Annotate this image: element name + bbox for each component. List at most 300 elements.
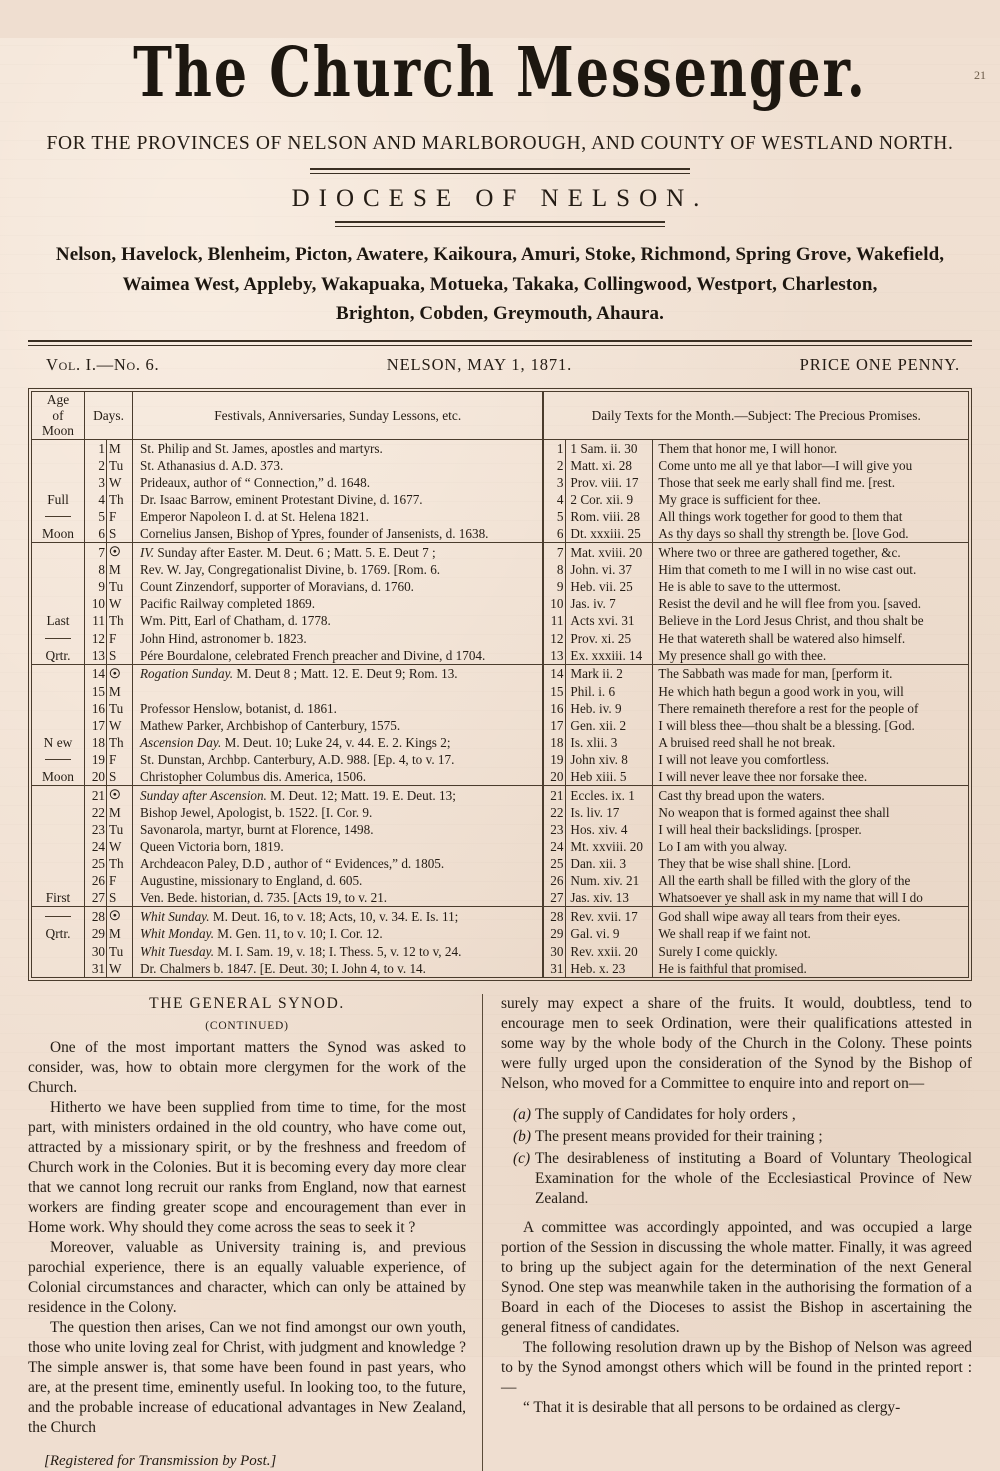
- calendar-row: [32, 683, 968, 700]
- cell-scripture-reference: Mark ii. 2: [566, 664, 653, 682]
- cell-text-day-number: 11: [543, 612, 566, 629]
- masthead-title: The Church Messenger.: [133, 32, 867, 113]
- cell-day-of-week: Th: [107, 855, 133, 872]
- cell-text-day-number: 2: [543, 457, 566, 474]
- header-moon-line-3: Moon: [42, 423, 74, 439]
- cell-scripture-reference: Acts xvi. 31: [566, 612, 653, 629]
- cell-text-day-number: 15: [543, 683, 566, 700]
- cell-day-number: 19: [85, 751, 107, 768]
- article-paragraph: The question then arises, Can we not find amongst our own youth, those who unite loving zeal for Christ, with judgment and knowledge ? The simple answer is, that some have been found in past years, who are, at the present time, eminently useful. In looking too, to the future, and the probable increase of educational advantages in New Zealand, the Church: [28, 1318, 466, 1436]
- cell-day-number: 29: [85, 925, 107, 942]
- parish-list-line-3: Brighton, Cobden, Greymouth, Ahaura.: [336, 303, 664, 325]
- cell-text-day-number: 31: [543, 960, 566, 977]
- cell-day-number: 26: [85, 872, 107, 889]
- cell-festival: St. Dunstan, Archbp. Canterbury, A.D. 988. [Ep. 4, to v. 17.: [133, 751, 544, 768]
- sunday-symbol-icon: ☉: [109, 787, 121, 803]
- cell-festival: Augustine, missionary to England, d. 605.: [133, 872, 544, 889]
- sunday-symbol-icon: ☉: [109, 544, 121, 560]
- article-paragraph: One of the most important matters the Synod was asked to consider, was, how to obtain more clergymen for the work of the Church.: [28, 1038, 466, 1096]
- cell-scripture-text: No weapon that is formed against thee shall: [658, 805, 890, 821]
- cell-day-number: 22: [85, 804, 107, 821]
- cell-festival: Christopher Columbus dis. America, 1506.: [133, 768, 544, 786]
- calendar-row: [32, 474, 968, 491]
- cell-text-day-number: 19: [543, 751, 566, 768]
- cell-day-of-week: F: [107, 751, 133, 768]
- cell-scripture-text: He which hath begun a good work in you, will: [658, 683, 904, 699]
- calendar-row: [32, 525, 968, 543]
- calendar-row: [32, 457, 968, 474]
- cell-moon-phase: N ew: [32, 734, 85, 751]
- cell-scripture-reference: Matt. xi. 28: [566, 457, 653, 474]
- committee-list-item: [501, 1127, 972, 1147]
- cell-day-number: 31: [85, 960, 107, 977]
- calendar-row: [32, 508, 968, 525]
- cell-day-number: 21: [85, 786, 107, 804]
- cell-day-of-week: M: [107, 683, 133, 700]
- article-right-intro: surely may expect a share of the fruits. It would, doubtless, tend to encourage men to seek Ordination, were their qualifications attested in some way by the whole body of the Church in the Colony. These points were fully urged upon the consideration of the Synod by the Bishop of Nelson, who moved for a Committee to enquire into and report on—: [501, 994, 972, 1092]
- cell-day-number: 11: [85, 612, 107, 629]
- cell-scripture-text: Cast thy bread upon the waters.: [658, 787, 825, 803]
- cell-text-day-number: 6: [543, 525, 566, 543]
- cell-day-number: 20: [85, 768, 107, 786]
- cell-moon-phase: [32, 543, 85, 561]
- cell-moon-phase: [32, 664, 85, 682]
- list-item-text: The present means provided for their training ;: [535, 1127, 823, 1145]
- cell-scripture-text: They that be wise shall shine. [Lord.: [658, 856, 852, 872]
- cell-scripture-text: God shall wipe away all tears from their eyes.: [658, 908, 901, 924]
- article-left-paragraphs: [28, 1038, 466, 1438]
- cell-day-of-week: S: [107, 647, 133, 665]
- calendar-row: [32, 612, 968, 629]
- cell-festival: Sunday after Ascension. M. Deut. 12; Matt. 19. E. Deut. 13;: [133, 786, 544, 804]
- diocese-divider: [335, 221, 665, 227]
- cell-day-of-week: W: [107, 838, 133, 855]
- cell-moon-phase: [32, 474, 85, 491]
- cell-festival: Cornelius Jansen, Bishop of Ypres, founder of Jansenists, d. 1638.: [133, 525, 544, 543]
- cell-scripture-text: Come unto me all ye that labor—I will give you: [658, 457, 913, 473]
- calendar-row: [32, 734, 968, 751]
- cell-day-number: 18: [85, 734, 107, 751]
- cell-day-of-week: W: [107, 595, 133, 612]
- cell-festival: Pacific Railway completed 1869.: [133, 595, 544, 612]
- cell-moon-phase: [32, 872, 85, 889]
- cell-day-number: 24: [85, 838, 107, 855]
- article-continued-note: [28, 1016, 466, 1034]
- cell-scripture-text: Believe in the Lord Jesus Christ, and thou shalt be: [658, 613, 924, 629]
- article-area: [28, 994, 972, 1471]
- cell-moon-phase: Qrtr.: [32, 647, 85, 665]
- festival-name: Rogation Sunday.: [140, 666, 234, 682]
- cell-day-of-week: [107, 786, 133, 804]
- cell-day-of-week: F: [107, 872, 133, 889]
- article-committee-list: [501, 1105, 972, 1209]
- cell-day-number: 3: [85, 474, 107, 491]
- festival-name: Whit Sunday.: [140, 908, 210, 924]
- cell-day-number: 7: [85, 543, 107, 561]
- cell-day-of-week: W: [107, 960, 133, 977]
- cell-day-of-week: W: [107, 474, 133, 491]
- cell-festival: St. Philip and St. James, apostles and martyrs.: [133, 439, 544, 457]
- calendar-row: [32, 838, 968, 855]
- cell-festival: Ascension Day. M. Deut. 10; Luke 24, v. 44. E. 2. Kings 2;: [133, 734, 544, 751]
- cell-scripture-text: Surely I come quickly.: [658, 943, 778, 959]
- cell-day-of-week: Tu: [107, 700, 133, 717]
- calendar-row: [32, 855, 968, 872]
- cell-scripture-reference: Rom. viii. 28: [566, 508, 653, 525]
- cell-scripture-reference: Heb xiii. 5: [566, 768, 653, 786]
- cell-festival: Pére Bourdalone, celebrated French preacher and Divine, d 1704.: [133, 647, 544, 665]
- cell-day-number: 2: [85, 457, 107, 474]
- cell-moon-phase: [32, 630, 85, 647]
- article-column-right: [483, 994, 972, 1471]
- cell-day-of-week: Tu: [107, 943, 133, 960]
- cell-moon-phase: [32, 960, 85, 977]
- cell-scripture-reference: 2 Cor. xii. 9: [566, 491, 653, 508]
- cell-scripture-reference: Dan. xii. 3: [566, 855, 653, 872]
- cell-scripture-text: My grace is sufficient for thee.: [658, 491, 821, 507]
- cell-text-day-number: 12: [543, 630, 566, 647]
- moon-phase-rule: [45, 916, 71, 917]
- header-festivals: Festivals, Anniversaries, Sunday Lessons, etc.: [133, 392, 544, 439]
- header-days: Days.: [85, 392, 133, 439]
- calendar-row: [32, 700, 968, 717]
- cell-festival: John Hind, astronomer b. 1823.: [133, 630, 544, 647]
- committee-list-item: [501, 1149, 972, 1209]
- cell-text-day-number: 14: [543, 664, 566, 682]
- calendar-row: [32, 647, 968, 665]
- cell-text-day-number: 5: [543, 508, 566, 525]
- cell-festival: Rev. W. Jay, Congregationalist Divine, b. 1769. [Rom. 6.: [133, 561, 544, 578]
- cell-day-number: 10: [85, 595, 107, 612]
- cell-scripture-reference: Rev. xvii. 17: [566, 907, 653, 925]
- cell-festival: Wm. Pitt, Earl of Chatham, d. 1778.: [133, 612, 544, 629]
- cell-scripture-reference: Jas. xiv. 13: [566, 889, 653, 907]
- calendar-row: [32, 578, 968, 595]
- cell-festival: Rogation Sunday. M. Deut 8 ; Matt. 12. E. Deut 9; Rom. 13.: [133, 664, 544, 682]
- cell-text-day-number: 4: [543, 491, 566, 508]
- calendar-row: [32, 804, 968, 821]
- cell-moon-phase: [32, 717, 85, 734]
- cell-festival: Whit Sunday. M. Deut. 16, to v. 18; Acts, 10, v. 34. E. Is. 11;: [133, 907, 544, 925]
- cell-scripture-text: I will bless thee—thou shalt be a blessing. [God.: [658, 717, 915, 733]
- parish-list-line-1: Nelson, Havelock, Blenheim, Picton, Awatere, Kaikoura, Amuri, Stoke, Richmond, Spring Grove, Wakefield,: [55, 244, 945, 266]
- cell-festival: Queen Victoria born, 1819.: [133, 838, 544, 855]
- list-item-text: The supply of Candidates for holy orders ,: [535, 1105, 796, 1123]
- cell-moon-phase: [32, 804, 85, 821]
- cell-scripture-text: Him that cometh to me I will in no wise cast out.: [658, 562, 917, 578]
- cell-day-of-week: F: [107, 630, 133, 647]
- cell-day-number: 13: [85, 647, 107, 665]
- cell-scripture-reference: Is. xlii. 3: [566, 734, 653, 751]
- header-daily-texts: Daily Texts for the Month.—Subject: The Precious Promises.: [543, 392, 968, 439]
- cell-scripture-reference: Heb. iv. 9: [566, 700, 653, 717]
- cell-day-number: 9: [85, 578, 107, 595]
- cell-festival: Emperor Napoleon I. d. at St. Helena 1821.: [133, 508, 544, 525]
- cell-day-number: 17: [85, 717, 107, 734]
- cell-moon-phase: [32, 508, 85, 525]
- calendar-header-row: [32, 392, 968, 439]
- cell-day-of-week: Th: [107, 612, 133, 629]
- cell-day-number: 14: [85, 664, 107, 682]
- article-title: THE GENERAL SYNOD.: [149, 994, 345, 1012]
- article-paragraph: “ That it is desirable that all persons to be ordained as clergy-: [523, 1398, 901, 1416]
- moon-phase-rule: [45, 759, 71, 760]
- cell-day-number: 8: [85, 561, 107, 578]
- calendar-row: [32, 872, 968, 889]
- cell-text-day-number: 8: [543, 561, 566, 578]
- cell-moon-phase: [32, 683, 85, 700]
- festival-name: Sunday after Ascension.: [140, 787, 267, 803]
- calendar-row: [32, 561, 968, 578]
- cell-moon-phase: [32, 457, 85, 474]
- issue-price: PRICE ONE PENNY.: [799, 355, 960, 375]
- header-moon-line-2: of: [52, 407, 64, 423]
- calendar-row: [32, 717, 968, 734]
- list-item-marker: (a): [513, 1105, 531, 1123]
- cell-scripture-text: I will never leave thee nor forsake thee.: [653, 768, 968, 786]
- cell-scripture-reference: Heb. vii. 25: [566, 578, 653, 595]
- cell-scripture-reference: Prov. xi. 25: [566, 630, 653, 647]
- cell-festival: Whit Monday. M. Gen. 11, to v. 10; I. Cor. 12.: [133, 925, 544, 942]
- cell-scripture-reference: Mat. xviii. 20: [566, 543, 653, 561]
- cell-text-day-number: 26: [543, 872, 566, 889]
- cell-day-number: 27: [85, 889, 107, 907]
- list-item-text: The desirableness of instituting a Board of Voluntary Theological Examination for the whole of the Ecclesiastical Province of New Zealand.: [535, 1149, 972, 1207]
- cell-text-day-number: 30: [543, 943, 566, 960]
- calendar-row: [32, 768, 968, 786]
- calendar-table-frame: [28, 388, 972, 980]
- cell-scripture-reference: Mt. xxviii. 20: [566, 838, 653, 855]
- article-paragraph: Moreover, valuable as University training is, and previous parochial experience, there is an equally valuable experience, of Colonial circumstances and character, which can only be attained by residence in the Colony.: [28, 1238, 466, 1316]
- calendar-row: [32, 889, 968, 907]
- article-column-left: [28, 994, 483, 1471]
- issue-bar: [28, 346, 972, 384]
- cell-day-of-week: [107, 664, 133, 682]
- cell-moon-phase: [32, 751, 85, 768]
- cell-day-of-week: Th: [107, 734, 133, 751]
- cell-festival: Whit Tuesday. M. I. Sam. 19, v. 18; I. Thess. 5, v. 12 to v, 24.: [133, 943, 544, 960]
- calendar-row: [32, 925, 968, 942]
- cell-scripture-reference: Heb. x. 23: [566, 960, 653, 977]
- festival-name: Ascension Day.: [140, 734, 222, 750]
- sunday-symbol-icon: ☉: [109, 908, 121, 924]
- committee-list-item: [501, 1105, 972, 1125]
- cell-day-number: 4: [85, 491, 107, 508]
- calendar-row: [32, 630, 968, 647]
- cell-scripture-text: I will not leave you comfortless.: [658, 751, 830, 767]
- article-right-paragraphs: [501, 1218, 972, 1418]
- cell-day-number: 1: [85, 439, 107, 457]
- cell-text-day-number: 7: [543, 543, 566, 561]
- cell-moon-phase: Last: [32, 612, 85, 629]
- cell-text-day-number: 10: [543, 595, 566, 612]
- cell-day-number: 5: [85, 508, 107, 525]
- cell-day-number: 16: [85, 700, 107, 717]
- cell-day-of-week: Tu: [107, 821, 133, 838]
- cell-day-number: 12: [85, 630, 107, 647]
- cell-day-number: 25: [85, 855, 107, 872]
- cell-moon-phase: Moon: [32, 525, 85, 543]
- cell-text-day-number: 18: [543, 734, 566, 751]
- cell-scripture-text: Those that seek me early shall find me. [rest.: [658, 474, 895, 490]
- list-item-marker: (b): [513, 1127, 531, 1145]
- cell-scripture-text: The Sabbath was made for man, [perform it.: [658, 666, 893, 682]
- cell-festival: Archdeacon Paley, D.D , author of “ Evidences,” d. 1805.: [133, 855, 544, 872]
- calendar-row: [32, 595, 968, 612]
- cell-day-of-week: M: [107, 561, 133, 578]
- parish-list: [28, 240, 972, 328]
- cell-moon-phase: [32, 943, 85, 960]
- header-moon-line-1: Age: [46, 392, 70, 408]
- calendar-row: [32, 907, 968, 925]
- cell-day-of-week: Tu: [107, 457, 133, 474]
- cell-moon-phase: [32, 821, 85, 838]
- cell-festival: St. Athanasius d. A.D. 373.: [133, 457, 544, 474]
- calendar-row: [32, 543, 968, 561]
- cell-scripture-text: Where two or three are gathered together, &c.: [658, 544, 901, 560]
- cell-text-day-number: 29: [543, 925, 566, 942]
- cell-moon-phase: Full: [32, 491, 85, 508]
- cell-text-day-number: 16: [543, 700, 566, 717]
- cell-scripture-reference: 1 Sam. ii. 30: [566, 439, 653, 457]
- cell-scripture-text: We shall reap if we faint not.: [658, 926, 811, 942]
- cell-text-day-number: 21: [543, 786, 566, 804]
- article-paragraph: A committee was accordingly appointed, and was occupied a large portion of the Session in discussing the whole matter. Finally, it was agreed to bring up the subject again for the determination of the next General Synod. One step was meanwhile taken in the authorising the formation of a Board in each of the Dioceses to assist the Bishop in ascertaining the general fitness of candidates.: [501, 1218, 972, 1336]
- calendar-row: [32, 491, 968, 508]
- header-age-of-moon: [32, 392, 85, 439]
- cell-day-of-week: [107, 907, 133, 925]
- continued-label: (CONTINUED): [205, 1019, 289, 1032]
- cell-scripture-text: Them that honor me, I will honor.: [658, 440, 838, 456]
- cell-day-of-week: M: [107, 925, 133, 942]
- cell-moon-phase: Moon: [32, 768, 85, 786]
- cell-scripture-text: As thy days so shall thy strength be. [love God.: [653, 525, 968, 543]
- cell-day-number: 6: [85, 525, 107, 543]
- cell-day-of-week: M: [107, 804, 133, 821]
- cell-festival: Prideaux, author of “ Connection,” d. 1648.: [133, 474, 544, 491]
- cell-scripture-reference: John xiv. 8: [566, 751, 653, 768]
- festival-name: Whit Tuesday.: [140, 943, 214, 959]
- cell-scripture-reference: Phil. i. 6: [566, 683, 653, 700]
- cell-day-of-week: W: [107, 717, 133, 734]
- article-paragraph: The following resolution drawn up by the Bishop of Nelson was agreed to by the Synod amongst others which will be found in the printed report :—: [501, 1338, 972, 1396]
- cell-text-day-number: 9: [543, 578, 566, 595]
- cell-day-of-week: F: [107, 508, 133, 525]
- cell-text-day-number: 17: [543, 717, 566, 734]
- cell-scripture-text: Whatsoever ye shall ask in my name that will I do: [653, 889, 968, 907]
- cell-scripture-text: There remaineth therefore a rest for the people of: [658, 700, 919, 716]
- cell-day-of-week: S: [107, 525, 133, 543]
- cell-festival: Savonarola, martyr, burnt at Florence, 1498.: [133, 821, 544, 838]
- cell-moon-phase: [32, 838, 85, 855]
- cell-scripture-text: A bruised reed shall he not break.: [658, 734, 836, 750]
- cell-moon-phase: Qrtr.: [32, 925, 85, 942]
- cell-scripture-text: Lo I am with you alway.: [658, 839, 788, 855]
- cell-day-of-week: Tu: [107, 578, 133, 595]
- cell-festival: Dr. Isaac Barrow, eminent Protestant Divine, d. 1677.: [133, 491, 544, 508]
- cell-scripture-text: I will heal their backslidings. [prosper.: [658, 822, 862, 838]
- article-paragraph: Hitherto we have been supplied from time to time, for the most part, with ministers ordained in the old country, who have come out, attracted by a missionary spirit, or by the freshness and freedom of Church work in the Colonies. But it is becoming every day more clear that we cannot long recruit our ranks from England, now that earnest workers are finding greater scope and encouragement than ever in Home work. Why should they come across the seas to seek it ?: [28, 1098, 466, 1236]
- cell-scripture-text: He that watereth shall be watered also himself.: [658, 630, 906, 646]
- calendar-table: [32, 392, 968, 976]
- cell-festival: Bishop Jewel, Apologist, b. 1522. [I. Cor. 9.: [133, 804, 544, 821]
- masthead-divider: [310, 168, 690, 174]
- cell-moon-phase: [32, 439, 85, 457]
- cell-scripture-reference: Num. xiv. 21: [566, 872, 653, 889]
- cell-festival: Count Zinzendorf, supporter of Moravians, d. 1760.: [133, 578, 544, 595]
- calendar-row: [32, 751, 968, 768]
- calendar-row: [32, 960, 968, 977]
- cell-day-number: 23: [85, 821, 107, 838]
- cell-scripture-reference: Hos. xiv. 4: [566, 821, 653, 838]
- registration-notice: [Registered for Transmission by Post.]: [44, 1452, 277, 1469]
- cell-day-of-week: [107, 543, 133, 561]
- cell-scripture-reference: Jas. iv. 7: [566, 595, 653, 612]
- cell-festival: Ven. Bede. historian, d. 735. [Acts 19, to v. 21.: [133, 889, 544, 907]
- calendar-body: [32, 439, 968, 976]
- cell-scripture-text: Resist the devil and he will flee from you. [saved.: [658, 596, 922, 612]
- cell-moon-phase: [32, 561, 85, 578]
- cell-scripture-text: My presence shall go with thee.: [653, 647, 968, 665]
- cell-day-of-week: S: [107, 889, 133, 907]
- cell-moon-phase: [32, 855, 85, 872]
- cell-day-of-week: S: [107, 768, 133, 786]
- cell-scripture-text: All things work together for good to them that: [658, 509, 903, 525]
- cell-scripture-text: He is able to save to the uttermost.: [658, 579, 841, 595]
- cell-day-number: 28: [85, 907, 107, 925]
- cell-scripture-text: He is faithful that promised.: [658, 960, 807, 976]
- list-item-marker: (c): [513, 1149, 531, 1167]
- cell-scripture-reference: Prov. viii. 17: [566, 474, 653, 491]
- cell-day-number: 15: [85, 683, 107, 700]
- cell-scripture-reference: Gal. vi. 9: [566, 925, 653, 942]
- cell-scripture-reference: John. vi. 37: [566, 561, 653, 578]
- cell-scripture-reference: Ex. xxxiii. 14: [566, 647, 653, 665]
- cell-moon-phase: [32, 786, 85, 804]
- issue-city-date: NELSON, MAY 1, 1871.: [386, 355, 573, 375]
- cell-festival: Professor Henslow, botanist, d. 1861.: [133, 700, 544, 717]
- cell-moon-phase: [32, 578, 85, 595]
- cell-scripture-reference: Rev. xxii. 20: [566, 943, 653, 960]
- festival-name: Whit Monday.: [140, 926, 214, 942]
- cell-scripture-reference: Is. liv. 17: [566, 804, 653, 821]
- cell-moon-phase: First: [32, 889, 85, 907]
- calendar-row: [32, 821, 968, 838]
- cell-text-day-number: 20: [543, 768, 566, 786]
- cell-text-day-number: 27: [543, 889, 566, 907]
- cell-text-day-number: 23: [543, 821, 566, 838]
- parish-list-line-2: Waimea West, Appleby, Wakapuaka, Motueka, Takaka, Collingwood, Westport, Charleston,: [122, 273, 878, 295]
- cell-festival: Dr. Chalmers b. 1847. [E. Deut. 30; I. John 4, to v. 14.: [133, 960, 544, 977]
- cell-scripture-text: All the earth shall be filled with the glory of the: [658, 873, 911, 889]
- cell-moon-phase: [32, 595, 85, 612]
- cell-text-day-number: 25: [543, 855, 566, 872]
- cell-text-day-number: 28: [543, 907, 566, 925]
- newspaper-page: [0, 32, 1000, 1469]
- festival-name: IV.: [140, 544, 155, 560]
- cell-scripture-reference: Eccles. ix. 1: [566, 786, 653, 804]
- sunday-symbol-icon: ☉: [109, 665, 121, 681]
- cell-text-day-number: 22: [543, 804, 566, 821]
- cell-festival: Mathew Parker, Archbishop of Canterbury, 1575.: [133, 717, 544, 734]
- cell-text-day-number: 24: [543, 838, 566, 855]
- calendar-row: [32, 786, 968, 804]
- moon-phase-rule: [45, 516, 71, 517]
- masthead-subtitle: FOR THE PROVINCES OF NELSON AND MARLBOROUGH, AND COUNTY OF WESTLAND NORTH.: [46, 133, 954, 155]
- moon-phase-rule: [45, 638, 71, 639]
- cell-day-number: 30: [85, 943, 107, 960]
- cell-day-of-week: M: [107, 439, 133, 457]
